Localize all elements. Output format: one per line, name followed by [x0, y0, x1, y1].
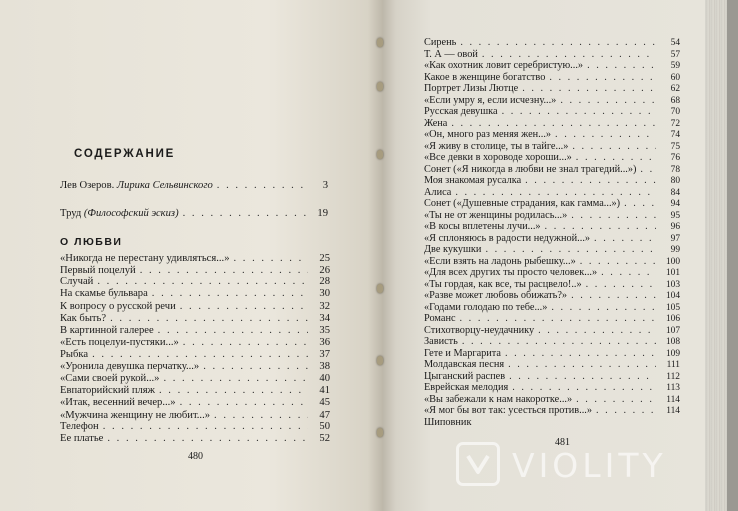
entry-page: 100: [665, 256, 680, 267]
entry-title: «Я живу в столице, ты в тайге...»: [424, 140, 569, 152]
entry-page: 94: [670, 199, 680, 209]
toc-entry: [424, 118, 680, 130]
dot-leader: [107, 433, 308, 444]
entry-page: 74: [670, 130, 680, 140]
entry-title: Сонет («Душевные страдания, как гамма...»): [424, 198, 621, 209]
entry-title: Евпаторийский пляж: [60, 385, 155, 396]
book-cover-edge: [705, 0, 738, 511]
intro-entry: [60, 208, 328, 219]
entry-page: 109: [665, 348, 680, 359]
toc-entry: [424, 49, 680, 61]
section-heading: О ЛЮБВИ: [60, 236, 123, 248]
toc-entry: [424, 348, 680, 360]
entry-page: 52: [319, 433, 330, 444]
entry-title: К вопросу о русской речи: [60, 301, 176, 312]
entry-title: «В косы вплетены лучи...»: [424, 221, 541, 232]
dot-leader: [551, 302, 656, 313]
dot-leader: [596, 405, 656, 416]
entry-page: 75: [670, 141, 680, 152]
entry-page: 68: [670, 95, 680, 106]
dot-leader: [640, 164, 656, 175]
entry-page: 99: [670, 245, 680, 255]
toc-entry: [424, 290, 680, 302]
entry-page: 112: [666, 371, 680, 382]
entry-title: «Сами своей рукой...»: [60, 373, 160, 384]
dot-leader: [460, 37, 656, 48]
toc-entry: [60, 397, 330, 408]
entry-title: Моя знакомая русалка: [424, 175, 522, 186]
toc-entry: [424, 83, 680, 95]
dot-leader: [110, 313, 308, 324]
dot-leader: [508, 359, 656, 370]
entry-title: Т. А — овой: [424, 48, 478, 60]
watermark-text: VIOLITY: [512, 446, 667, 485]
toc-entry: [424, 95, 680, 107]
toc-entry: [424, 164, 680, 176]
entry-title: «Он, много раз меняя жен...»: [424, 129, 552, 140]
entry-page: 59: [670, 61, 680, 71]
toc-entry: [424, 198, 680, 210]
toc-entry: [424, 221, 680, 233]
entry-title: Цыганский распев: [424, 370, 506, 382]
intro-page: 3: [322, 180, 328, 191]
toc-entry: [60, 337, 330, 348]
dot-leader: [485, 244, 656, 255]
toc-entry: [60, 361, 330, 372]
binding-stitch: [377, 428, 383, 437]
dot-leader: [572, 141, 656, 152]
watermark: [456, 440, 716, 490]
entry-title: Еврейская мелодия: [424, 382, 509, 393]
toc-entry: [424, 302, 680, 314]
entry-page: 28: [319, 276, 330, 287]
checkmark-icon: [456, 442, 500, 486]
intro-title: (Философский эскиз): [83, 208, 179, 219]
entry-page: 97: [670, 233, 680, 244]
entry-title: Алиса: [424, 186, 452, 198]
binding-stitch: [377, 38, 383, 47]
toc-entry: [424, 267, 680, 279]
entry-title: На скамье бульвара: [60, 288, 148, 299]
dot-leader: [586, 279, 656, 290]
entry-page: 30: [319, 288, 330, 299]
entry-page: 25: [319, 253, 330, 264]
contents-heading: СОДЕРЖАНИЕ: [74, 148, 176, 160]
entry-page: 26: [319, 265, 330, 276]
toc-entry: [424, 382, 680, 394]
entry-page: 35: [319, 325, 330, 336]
toc-entry: [424, 106, 680, 118]
toc-entry: [60, 410, 330, 421]
entry-title: Ее платье: [60, 433, 104, 444]
toc-entry: [424, 394, 680, 406]
entry-page: 106: [665, 314, 680, 324]
dot-leader: [549, 72, 656, 83]
entry-title: «Если взять на ладонь рыбешку...»: [424, 255, 576, 267]
entry-title: Случай: [60, 276, 94, 287]
left-page-number: 480: [188, 451, 203, 462]
entry-title: В картинной галерее: [60, 325, 154, 336]
dot-leader: [555, 129, 656, 140]
dot-leader: [460, 313, 656, 324]
toc-entry: [424, 152, 680, 164]
dot-leader: [97, 276, 308, 287]
entry-page: 37: [319, 349, 330, 360]
toc-entry: [424, 60, 680, 72]
toc-entry: [60, 349, 330, 360]
toc-entry: [424, 210, 680, 222]
intro-author: Лев Озеров.: [60, 180, 115, 191]
entry-title: «Все девки в хороводе хороши...»: [424, 152, 572, 163]
toc-entry: [424, 244, 680, 256]
dot-leader: [512, 382, 656, 393]
entry-title: Сирень: [424, 37, 457, 48]
dot-leader: [180, 397, 308, 408]
dot-leader: [509, 371, 656, 382]
entry-page: 47: [319, 410, 330, 421]
toc-entry: [424, 37, 680, 49]
dot-leader: [159, 385, 308, 396]
entry-page: 84: [670, 187, 680, 198]
toc-entry: [424, 279, 680, 291]
dot-leader: [103, 421, 308, 432]
entry-title: «Есть поцелуи-пустяки...»: [60, 337, 179, 348]
entry-page: 54: [670, 38, 680, 48]
toc-entry: [424, 72, 680, 84]
entry-page: 96: [670, 222, 680, 232]
entry-title: «Вы забежали к нам накоротке...»: [424, 393, 573, 405]
entry-title: Первый поцелуй: [60, 265, 136, 276]
dot-leader: [462, 336, 656, 347]
dot-leader: [455, 187, 656, 198]
dot-leader: [571, 290, 656, 301]
dot-leader: [152, 288, 308, 299]
toc-entry: [60, 265, 330, 276]
dot-leader: [92, 349, 308, 360]
dot-leader: [576, 394, 656, 405]
binding-stitch: [377, 82, 383, 91]
toc-entry: [424, 371, 680, 383]
entry-page: 101: [665, 268, 680, 278]
dot-leader: [158, 325, 308, 336]
intro-entry: [60, 180, 328, 191]
entry-title: Молдавская песня: [424, 359, 505, 370]
entry-title: «Ты не от женщины родилась...»: [424, 209, 568, 221]
toc-entry: [60, 253, 330, 264]
toc-entry: [424, 141, 680, 153]
entry-page: 113: [666, 383, 680, 393]
toc-entry: [424, 325, 680, 337]
dot-leader: [571, 210, 656, 221]
toc-entry: [60, 373, 330, 384]
dot-leader: [502, 106, 656, 117]
entry-page: 38: [319, 361, 330, 372]
dot-leader: [163, 373, 308, 384]
entry-title: Жена: [424, 117, 448, 129]
entry-title: Стихотворцу-неудачнику: [424, 324, 535, 336]
toc-entry: [424, 417, 680, 428]
toc-entry: [424, 256, 680, 268]
binding-stitch: [377, 284, 383, 293]
toc-entry: [424, 405, 680, 417]
dot-leader: [594, 233, 656, 244]
toc-entry: [60, 433, 330, 444]
dot-leader: [522, 83, 656, 94]
toc-entry: [60, 313, 330, 324]
entry-title: Русская девушка: [424, 106, 498, 117]
entry-page: 114: [666, 406, 680, 416]
dot-leader: [234, 253, 309, 264]
entry-title: «Для всех других ты просто человек...»: [424, 267, 598, 278]
dot-leader: [482, 49, 656, 60]
dot-leader: [180, 301, 308, 312]
intro-author: Труд: [60, 208, 82, 219]
entry-page: 40: [319, 373, 330, 384]
entry-page: 111: [666, 360, 680, 370]
dot-leader: [624, 198, 656, 209]
entry-page: 80: [670, 176, 680, 186]
entry-page: 41: [319, 385, 330, 396]
toc-entry: [60, 288, 330, 299]
toc-entry: [424, 129, 680, 141]
entry-title: Сонет («Я никогда в любви не знал трагедий...»): [424, 163, 637, 175]
entry-page: 60: [670, 72, 680, 83]
toc-entry: [424, 175, 680, 187]
dot-leader: [545, 221, 656, 232]
toc-entry: [424, 336, 680, 348]
entry-title: «Ты гордая, как все, ты расцвело!..»: [424, 278, 582, 290]
entry-title: «Годами голодаю по тебе...»: [424, 301, 548, 313]
entry-page: 105: [665, 302, 680, 313]
entry-title: Какое в женщине богатство: [424, 71, 546, 83]
intro-page: 19: [317, 208, 328, 219]
dot-leader: [560, 95, 656, 106]
entry-title: Гете и Маргарита: [424, 347, 501, 359]
entry-page: 36: [319, 337, 330, 348]
dot-leader: [538, 325, 656, 336]
intro-title: Лирика Сельвинского: [116, 180, 213, 191]
entry-title: «Я сплоняюсь в радости недужной...»: [424, 232, 591, 244]
entry-title: Рыбка: [60, 349, 89, 360]
dot-leader: [451, 118, 656, 129]
entry-page: 108: [665, 337, 680, 347]
toc-entry: [60, 325, 330, 336]
entry-page: 62: [670, 84, 680, 94]
dot-leader: [505, 348, 656, 359]
dot-leader: [580, 256, 656, 267]
dot-leader: [601, 267, 656, 278]
toc-entry: [424, 187, 680, 199]
dot-leader: [587, 60, 656, 71]
entry-title: «Если умру я, если исчезну...»: [424, 94, 557, 106]
entry-page: 34: [319, 313, 330, 324]
binding-stitch: [377, 150, 383, 159]
dot-leader: [203, 361, 308, 372]
entry-page: 50: [319, 421, 330, 432]
toc-entry: [424, 313, 680, 325]
entry-title: Телефон: [60, 421, 99, 432]
entry-title: «Как охотник ловит серебристую...»: [424, 60, 584, 71]
dot-leader: [525, 175, 656, 186]
entry-title: «Разве может любовь обижать?»: [424, 290, 568, 301]
entry-title: Две кукушки: [424, 244, 482, 255]
toc-entry: [424, 359, 680, 371]
entry-title: «Никогда не перестану удивляться...»: [60, 253, 230, 264]
entry-title: Как быть?: [60, 313, 107, 324]
entry-title: «Мужчина женщину не любит...»: [60, 410, 211, 421]
entry-title: «Я мог бы вот так: усесться против...»: [424, 405, 593, 416]
entry-page: 107: [665, 325, 680, 336]
right-page-number: 481: [555, 437, 570, 448]
dot-leader: [214, 410, 308, 421]
entry-page: 76: [670, 153, 680, 163]
entry-page: 78: [670, 164, 680, 175]
entry-title: Романс: [424, 313, 456, 324]
dot-leader: [576, 152, 656, 163]
entry-page: 32: [319, 301, 330, 312]
toc-entry: [60, 276, 330, 287]
entry-page: 57: [670, 49, 680, 60]
toc-entry: [60, 421, 330, 432]
entry-title: «Итак, весенний вечер...»: [60, 397, 176, 408]
entry-page: 72: [670, 118, 680, 129]
entry-title: Зависть: [424, 336, 458, 347]
entry-title: Портрет Лизы Лютце: [424, 83, 519, 94]
toc-entry: [424, 233, 680, 245]
binding-stitch: [377, 356, 383, 365]
entry-title: Шиповник: [424, 416, 472, 428]
dot-leader: [183, 337, 308, 348]
entry-page: 104: [665, 291, 680, 301]
toc-entry: [60, 385, 330, 396]
entry-page: 70: [670, 107, 680, 117]
dot-leader: [140, 265, 308, 276]
entry-page: 114: [666, 394, 680, 405]
entry-page: 45: [319, 397, 330, 408]
toc-entry: [60, 301, 330, 312]
entry-title: «Уронила девушка перчатку...»: [60, 361, 200, 372]
entry-page: 103: [665, 279, 680, 290]
entry-page: 95: [670, 210, 680, 221]
